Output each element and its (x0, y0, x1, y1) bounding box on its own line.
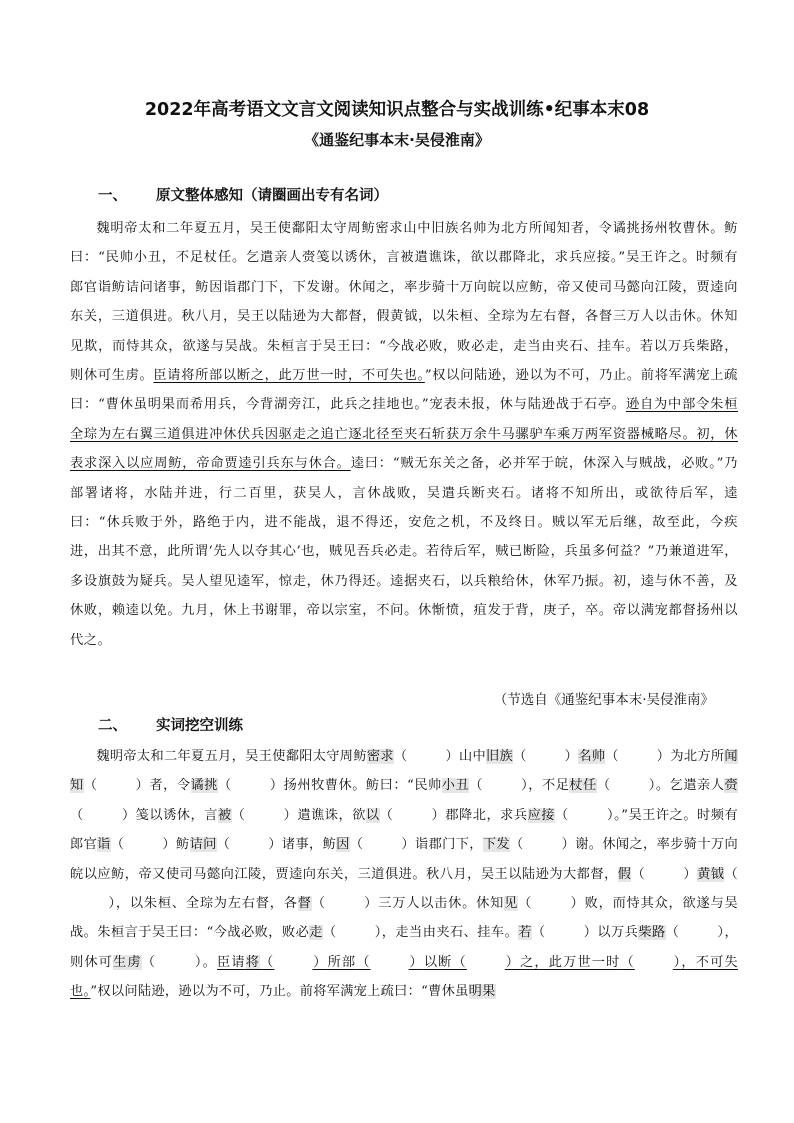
exercise-text: 扬州牧曹休。鲂曰：“民帅 (283, 778, 442, 794)
exercise-text: 三万人以击休。休知 (378, 896, 505, 912)
underlined-sentence: 臣请将所部以断之，此万世一时，不可失也。 (153, 368, 425, 384)
key-word: 督 (297, 896, 312, 912)
exercise-text: 鲂 (175, 837, 190, 853)
key-word: 诣 (97, 837, 111, 853)
underlined-sentence: 臣请将（ ）所部（ ）以断（ ）之，此万世一时（ ），不可失也。 (70, 954, 738, 1000)
exercise-text: ，走当由夹石、挂车。 (381, 925, 519, 941)
passage-text: 魏明帝太和二年夏五月，吴王使鄱阳太守周鲂密求山中旧族名帅为北方所闻知者，令谲挑扬州牧曹休。鲂曰：“民帅小丑，不足杖任。乞遣亲人赍笺以诱休，言被遣谯诛，欲以郡降北，求兵应接。”吴王许之。时频有郎官诣鲂诘问诸事，鲂因诣郡门下，下发谢。休闻之，率步骑十万向皖以应鲂，帝又使司马懿向江陵，贾逵向东关，三道俱进。秋八月，吴王以陆逊为大都督，假黄钺，以朱桓、全琮为左右督，各督三万人以击休。休知见欺，而恃其众，欲遂与吴战。朱桓言于吴王曰：“今战必败，败必走，走当由夹石、挂车。若以万兵柴路，则休可生虏。 (70, 221, 738, 384)
source-note: （节选自《通鉴纪事本末·吴侵淮南》 (493, 692, 714, 708)
key-word: 谲挑 (190, 778, 218, 794)
exercise-text: 。 (202, 954, 218, 970)
exercise-text: 。乞遣亲人 (655, 778, 725, 794)
passage-text: 逵曰：“贼无东关之备，必并军于皖，休深入与贼战，必败。”乃部署诸将，水陆并进，行二百里，获吴人，言休战败，吴遣兵断夹石。诸将不知所出，或欲待后军，逵曰：“休兵败于外，路绝于内，进不能战，退不得还，安危之机，不及终日。贼以军无后继，故至此，今疾进，出其不意，此所谓‘先人以夺其心’也，贼见吾兵必走。若待后军，贼已断险，兵虽多何益？”乃兼道进军，多设旗鼓为疑兵。吴人望见逵军，惊走，休乃得还。逵据夹石，以兵粮给休，休军乃振。初，逵与休不善，及休败，赖逵以免。九月，休上书谢罪，帝以宗室，不问。休惭愤，疽发于背，庚子，卒。帝以满宠都督扬州以代之。 (70, 456, 739, 648)
exercise-text: 诣郡门下， (415, 837, 483, 853)
exercise-text: ，不可失也。 (70, 954, 738, 1000)
key-word: 下发 (482, 837, 510, 853)
key-word: 生虏 (113, 954, 142, 970)
exercise-text: 。”吴王许之。时频有郎官 (70, 807, 738, 853)
exercise-text: ，不足 (528, 778, 570, 794)
key-word: 明果 (468, 984, 496, 1000)
key-word: 杖任 (569, 778, 597, 794)
key-word: 诘问 (189, 837, 217, 853)
key-word: 以 (365, 807, 380, 823)
key-word: 见 (504, 896, 519, 912)
document-subtitle: 《通鉴纪事本末·吴侵淮南》 (304, 131, 490, 149)
key-word: 名帅 (578, 749, 606, 764)
exercise-text: 谢。休闻之，率步骑十万向皖以应鲂，帝又使司马懿向江陵，贾逵向东关，三道俱进。秋八月，吴王以陆逊为大都督， (70, 837, 738, 882)
exercise-text: 为北方所 (670, 749, 725, 764)
original-passage (70, 214, 738, 655)
exercise-text: 诸事，鲂 (281, 837, 337, 853)
exercise-text: 郡降北，求兵 (445, 807, 528, 823)
exercise-text: 所部 (327, 954, 357, 970)
key-word: 以断 (423, 954, 453, 970)
key-word: 密求 (366, 749, 394, 764)
key-word: 赍 (724, 778, 738, 794)
exercise-text: 遣谯诛，欲 (297, 807, 366, 823)
section-heading-2 (98, 714, 243, 735)
exercise-text: 山中 (459, 749, 487, 764)
exercise-text: ，以朱桓、全琮为左右督，各 (115, 896, 298, 912)
key-word: 应接 (527, 807, 556, 823)
section-heading-1 (98, 184, 388, 205)
key-word: 将 (245, 954, 261, 970)
section-label: 原文整体感知（请圈画出专有名词） (156, 188, 388, 204)
key-word: 闻知 (70, 749, 738, 794)
exercise-text: ”权以问陆逊，逊以为不可，乃止。前将军满宠上疏曰：“曹休虽 (90, 984, 469, 1000)
exercise-text: 以万兵 (597, 925, 639, 941)
key-word: 若 (518, 925, 532, 941)
section-number: 二、 (98, 718, 127, 734)
underlined-sentence: 逊自为中部令朱桓全琮为左右翼三道俱进冲休伏兵因驱走之追亡逐北径至夹石斩获万余牛马骡驴车乘万两军资器械略尽。初，休表求深入以应周鲂，帝命贾逵引兵东与休合。 (70, 397, 738, 472)
key-word: 柴路 (638, 925, 666, 941)
fill-in-exercise: 魏明帝太和二年夏五月，吴王使鄱阳太守周鲂密求（ ）山中旧族（ ）名帅（ ）为北方所闻知（ ）者，令谲挑（ ）扬州牧曹休。鲂曰：“民帅小丑（ ），不足杖任（ ）。乞遣亲人赍（ ）笺以诱休，言被（ ）遣谯诛，欲以（ ）郡降北，求兵应接（ ）。”吴王许之。时频有郎官诣（ ）鲂诘问（ ）诸事，鲂因（ ）诣郡门下，下发（ ）谢。休闻之，率步骑十万向皖以应鲂，帝又使司马懿向江陵，贾逵向东关，三道俱进。秋八月，吴王以陆逊为大都督，假（ ）黄钺（），以朱桓、全琮为左右督，各督（ ）三万人以击休。休知见（ ）败，而恃其众，欲遂与吴战。朱桓言于吴王曰：“今战必败，败必走（ ），走当由夹石、挂车。若（ ）以万兵柴路（ ），则休可生虏（ ）。臣请将（ ）所部（ ）以断（ ）之，此万世一时（ ），不可失也。”权以问陆逊，逊以为不可，乃止。前将军满宠上疏曰：“曹休虽明果 (70, 749, 738, 1000)
exercise-text: 之，此万世一时 (520, 954, 621, 970)
key-word: 小丑 (441, 778, 470, 794)
exercise-text: 魏明帝太和二年夏五月，吴王使鄱阳太守周鲂 (96, 749, 367, 764)
section-label: 实词挖空训练 (156, 718, 243, 734)
exercise-text: 臣请 (217, 954, 246, 970)
exercise-text: 败，而恃其众，欲遂与吴战。朱桓言于吴王曰：“今战必败，败必 (70, 896, 738, 941)
key-word: 走 (309, 925, 323, 941)
exercise-text: 者，令 (149, 778, 191, 794)
exercise-text: ，则休可 (70, 925, 738, 970)
exercise-text: 笺以诱休，言 (135, 807, 218, 823)
section-number: 一、 (98, 188, 127, 204)
key-word: 旧族 (486, 749, 514, 764)
key-word: 因 (336, 837, 350, 853)
key-word: 黄钺 (697, 866, 725, 882)
document-title: 2022年高考语文文言文阅读知识点整合与实战训练•纪事本末08 (144, 100, 650, 120)
key-word: 假 (617, 866, 632, 882)
key-word: 被 (217, 807, 232, 823)
passage-text: ”权以问陆逊，逊以为不可，乃止。前将军满宠上疏曰：“曹休虽明果而希用兵，今背湖旁江，此兵之挂地也。”宠表未报，休与陆逊战于石亭。 (70, 368, 738, 413)
